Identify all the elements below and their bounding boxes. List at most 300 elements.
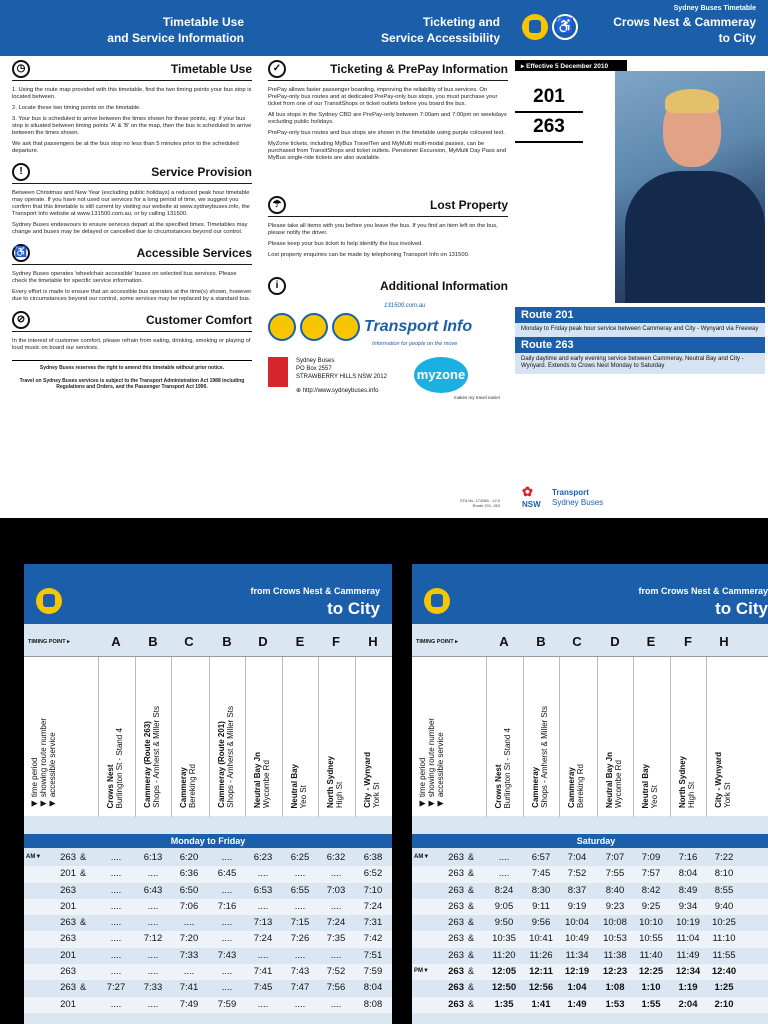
time-cell: 10:49 bbox=[565, 933, 589, 945]
time-cell: 6:45 bbox=[217, 868, 237, 880]
time-period: AM▼ bbox=[26, 854, 42, 860]
stop-header bbox=[363, 752, 381, 808]
stop-name: Neutral Bay bbox=[641, 763, 650, 808]
column-divider bbox=[597, 657, 598, 817]
timing-point-letter: A bbox=[111, 634, 121, 649]
time-cell: 7:55 bbox=[605, 868, 625, 880]
stop-header bbox=[531, 706, 549, 808]
time-cell: 7:07 bbox=[605, 852, 625, 863]
legend-item: ◀ accessible service bbox=[436, 731, 445, 808]
time-cell: 7:10 bbox=[363, 884, 383, 896]
time-cell: 7:43 bbox=[217, 949, 237, 961]
time-cell: .... bbox=[147, 868, 159, 880]
waratah-icon: ✿ bbox=[522, 484, 533, 499]
route-number: 263 bbox=[60, 852, 76, 863]
header-line: Crows Nest & Cammeray bbox=[613, 15, 756, 29]
stop-header bbox=[678, 756, 696, 808]
time-cell: 7:24 bbox=[363, 900, 383, 912]
time-cell: 12:19 bbox=[564, 966, 590, 978]
time-cell: 6:57 bbox=[531, 852, 551, 863]
route-number: 263 bbox=[448, 884, 464, 896]
transport-info-url: 131500.com.au bbox=[384, 303, 426, 309]
paragraph: PrePay-only bus routes and bus stops are shown in the timetable using purple coloured text. bbox=[268, 130, 505, 136]
section-title: Service Provision bbox=[151, 165, 252, 179]
column-divider bbox=[486, 657, 487, 817]
timing-point-letter: F bbox=[684, 634, 692, 649]
table-row bbox=[412, 915, 768, 931]
myzone-tagline: makes my travel easier bbox=[454, 395, 501, 400]
time-cell: .... bbox=[257, 868, 269, 880]
stop-location: York St bbox=[372, 782, 381, 808]
section-title: Customer Comfort bbox=[145, 313, 252, 327]
stop-header bbox=[143, 706, 161, 808]
timetable-header bbox=[412, 564, 768, 624]
route-numbers bbox=[515, 83, 583, 153]
time-cell: 7:57 bbox=[641, 868, 661, 880]
column-headers bbox=[412, 656, 768, 816]
address-line: Sydney Buses bbox=[296, 358, 335, 364]
stop-header bbox=[641, 764, 659, 808]
time-cell: 8:04 bbox=[678, 868, 698, 880]
timetable-rows bbox=[24, 850, 392, 1013]
timetable-weekday bbox=[24, 564, 392, 1024]
timetable-saturday bbox=[412, 564, 768, 1024]
website-link[interactable]: http://www.sydneybuses.info bbox=[302, 388, 379, 394]
accessible-icon: & bbox=[468, 917, 475, 928]
timing-point-letter: B bbox=[148, 634, 158, 649]
time-cell: 7:42 bbox=[363, 933, 383, 945]
stop-name: Neutral Bay Jn bbox=[605, 751, 614, 808]
column-divider bbox=[98, 657, 99, 817]
stop-location: Shops - Amherst & Miller Sts bbox=[540, 706, 549, 808]
stop-location: Burlington St - Stand 4 bbox=[115, 727, 124, 808]
timing-point-letter: D bbox=[258, 634, 268, 649]
time-cell: .... bbox=[257, 900, 269, 912]
time-cell: .... bbox=[221, 982, 233, 994]
ferry-mode-icon bbox=[332, 313, 360, 341]
stop-location: Shops - Amherst & Miller Sts bbox=[226, 706, 235, 808]
time-cell: 7:15 bbox=[290, 917, 310, 929]
time-cell: 7:41 bbox=[253, 966, 273, 978]
time-cell: 9:40 bbox=[714, 900, 734, 912]
time-cell: 2:10 bbox=[714, 998, 734, 1010]
stop-name: Cammeray bbox=[567, 767, 576, 808]
table-row bbox=[24, 931, 392, 947]
time-cell: 7:13 bbox=[253, 917, 273, 929]
accessible-icon: & bbox=[468, 933, 475, 944]
section-service-provision bbox=[12, 163, 252, 236]
time-cell: .... bbox=[147, 917, 159, 929]
time-cell: 12:40 bbox=[711, 966, 737, 978]
stop-header bbox=[326, 756, 344, 808]
from-text: from Crows Nest & Cammeray bbox=[638, 586, 768, 596]
header-line: Service Accessibility bbox=[381, 31, 500, 45]
bus-mode-icon bbox=[268, 313, 296, 341]
time-cell: 6:36 bbox=[179, 868, 199, 880]
section-accessible bbox=[12, 244, 252, 303]
route-number: 201 bbox=[60, 998, 76, 1010]
header-small: Sydney Buses Timetable bbox=[673, 5, 756, 12]
time-cell: 9:50 bbox=[494, 917, 514, 929]
time-cell: 7:47 bbox=[290, 982, 310, 994]
section-timetable-use bbox=[12, 60, 252, 155]
time-cell: .... bbox=[330, 949, 342, 961]
column-left bbox=[12, 60, 252, 391]
table-row bbox=[24, 883, 392, 899]
route-number: 263 bbox=[60, 917, 76, 929]
time-cell: 11:49 bbox=[676, 949, 700, 961]
time-cell: 7:35 bbox=[326, 933, 346, 945]
column-headers bbox=[24, 656, 392, 816]
effective-date: ▸ Effective 5 December 2010 bbox=[515, 60, 627, 71]
time-cell: .... bbox=[330, 998, 342, 1010]
time-cell: 10:35 bbox=[492, 933, 516, 945]
timing-point-letter: E bbox=[646, 634, 656, 649]
column-divider bbox=[171, 657, 172, 817]
legend-item: ◀ accessible service bbox=[48, 731, 57, 808]
time-cell: .... bbox=[221, 933, 233, 945]
time-cell: 10:25 bbox=[712, 917, 736, 929]
table-row bbox=[412, 899, 768, 915]
column-divider bbox=[706, 657, 707, 817]
route-201-desc: Monday to Friday peak hour service between Cammeray and City - Wynyard via Freeway bbox=[515, 323, 765, 337]
time-cell: 11:10 bbox=[712, 933, 736, 945]
stop-header bbox=[106, 728, 124, 809]
nsw-sydney-buses: Sydney Buses bbox=[552, 498, 604, 507]
accessible-icon: & bbox=[468, 900, 475, 911]
paragraph: PrePay allows faster passenger boarding, improving the reliability of bus services. On PrePay-only bus routes and at dedicated PrePay-only bus stops, you must purchase your ticket from one of our TransitShops or ticket outlets before you board the bus. bbox=[268, 87, 498, 107]
route-number: 263 bbox=[60, 982, 76, 994]
time-cell: .... bbox=[147, 949, 159, 961]
accessible-icon: & bbox=[80, 982, 87, 993]
time-cell: .... bbox=[294, 998, 306, 1010]
time-cell: 1:55 bbox=[641, 998, 661, 1010]
ticket-icon: ✓ bbox=[268, 60, 286, 78]
time-cell: 8:55 bbox=[714, 884, 734, 896]
timing-point-label: TIMING POINT ▸ bbox=[416, 639, 458, 645]
timing-point-letter: B bbox=[536, 634, 546, 649]
stop-location: Burlington St - Stand 4 bbox=[503, 727, 512, 808]
nsw-abbr: NSW bbox=[522, 500, 541, 509]
stop-header bbox=[179, 764, 197, 808]
route-number: 263 bbox=[448, 868, 464, 880]
time-cell: 7:59 bbox=[363, 966, 383, 978]
time-cell: 7:09 bbox=[641, 852, 661, 863]
timing-point-letter: H bbox=[719, 634, 729, 649]
header-ticketing bbox=[256, 0, 512, 56]
time-cell: 12:05 bbox=[491, 966, 517, 978]
globe-icon: ⊕ bbox=[296, 388, 302, 394]
stop-name: City - Wynyard bbox=[714, 752, 723, 808]
section-title: Lost Property bbox=[429, 198, 508, 212]
paragraph: Please take all items with you before you leave the bus. If you find an item left on the bus, please notify the driver. bbox=[268, 223, 498, 236]
time-cell: 1:35 bbox=[494, 998, 514, 1010]
time-cell: 12:25 bbox=[638, 966, 664, 978]
stop-header bbox=[290, 764, 308, 808]
time-cell: .... bbox=[330, 900, 342, 912]
column-right bbox=[515, 60, 765, 374]
paragraph: All bus stops in the Sydney CBD are PrePay-only between 7:00am and 7:00pm on weekdays excluding public holidays. bbox=[268, 112, 507, 125]
time-cell: .... bbox=[110, 900, 122, 912]
time-cell: .... bbox=[110, 933, 122, 945]
time-cell: 7:33 bbox=[143, 982, 163, 994]
table-row bbox=[24, 899, 392, 915]
time-cell: 1:53 bbox=[605, 998, 625, 1010]
myzone-logo: myzone bbox=[414, 357, 468, 393]
time-cell: 7:33 bbox=[179, 949, 199, 961]
time-cell: 7:45 bbox=[531, 868, 551, 880]
stop-location: Wycombe Rd bbox=[614, 760, 623, 808]
paragraph: 1. Using the route map provided with this timetable, find the two timing points your bus stop is located between. bbox=[12, 87, 252, 100]
route-201-title: Route 201 bbox=[515, 307, 765, 323]
time-cell: 7:49 bbox=[179, 998, 199, 1010]
section-lost-property bbox=[268, 196, 508, 259]
time-cell: 10:08 bbox=[603, 917, 627, 929]
stop-location: Bereking Rd bbox=[576, 763, 585, 808]
legend bbox=[418, 718, 445, 808]
timing-points bbox=[24, 630, 392, 656]
table-row bbox=[24, 997, 392, 1013]
stop-header bbox=[217, 706, 235, 808]
column-divider bbox=[633, 657, 634, 817]
table-row bbox=[24, 850, 392, 866]
time-cell: 7:24 bbox=[253, 933, 273, 945]
time-cell: 7:41 bbox=[179, 982, 199, 994]
header-line: Ticketing and bbox=[422, 15, 500, 29]
table-row bbox=[412, 964, 768, 980]
timing-point-letter: B bbox=[222, 634, 232, 649]
table-row bbox=[24, 964, 392, 980]
time-cell: 11:34 bbox=[565, 949, 589, 961]
accessible-icon: & bbox=[468, 852, 475, 862]
accessible-icon: & bbox=[468, 868, 475, 879]
time-cell: .... bbox=[110, 917, 122, 929]
time-cell: .... bbox=[147, 966, 159, 978]
time-cell: .... bbox=[498, 852, 510, 863]
column-divider bbox=[523, 657, 524, 817]
time-cell: 7:16 bbox=[678, 852, 698, 863]
time-cell: 9:25 bbox=[641, 900, 661, 912]
time-cell: 1:04 bbox=[567, 982, 587, 994]
time-cell: 7:20 bbox=[179, 933, 199, 945]
table-row bbox=[412, 850, 768, 866]
bus-icon bbox=[522, 14, 548, 40]
column-divider bbox=[209, 657, 210, 817]
time-cell: 6:43 bbox=[143, 884, 163, 896]
day-label: Monday to Friday bbox=[24, 834, 392, 848]
route-number: 263 bbox=[448, 966, 464, 978]
time-cell: 7:31 bbox=[363, 917, 383, 929]
stop-location: Wycombe Rd bbox=[262, 760, 271, 808]
time-cell: 8:49 bbox=[678, 884, 698, 896]
legend-item: ◀ showing route number bbox=[427, 717, 436, 808]
route-number: 263 bbox=[60, 884, 76, 896]
route-number: 263 bbox=[448, 900, 464, 912]
info-icon: i bbox=[268, 277, 286, 295]
route-number: 263 bbox=[60, 933, 76, 945]
time-cell: .... bbox=[330, 868, 342, 880]
paragraph: We ask that passengers be at the bus stop no less than 5 minutes prior to the scheduled departure. bbox=[12, 141, 239, 154]
paragraph: Every effort is made to ensure that an accessible bus operates at the time(s) shown, however due to circumstances beyond our control, some services may be replaced by a standard bus. bbox=[12, 289, 252, 302]
time-cell: 11:04 bbox=[676, 933, 700, 945]
accessible-icon: & bbox=[468, 949, 475, 960]
time-cell: 9:05 bbox=[494, 900, 514, 912]
time-cell: 8:42 bbox=[641, 884, 661, 896]
time-cell: 6:20 bbox=[179, 852, 199, 863]
time-cell: .... bbox=[221, 884, 233, 896]
table-row bbox=[24, 866, 392, 882]
column-divider bbox=[559, 657, 560, 817]
time-cell: .... bbox=[221, 917, 233, 929]
time-cell: 6:53 bbox=[253, 884, 273, 896]
time-cell: 7:45 bbox=[253, 982, 273, 994]
section-title: Ticketing & PrePay Information bbox=[330, 62, 508, 76]
time-cell: 9:11 bbox=[532, 900, 550, 912]
time-cell: .... bbox=[221, 852, 233, 863]
doc-ref bbox=[440, 498, 500, 508]
table-row bbox=[412, 883, 768, 899]
legend-item: ◀ time period bbox=[418, 757, 427, 808]
header-line: Timetable Use bbox=[162, 15, 244, 29]
timetable-rows bbox=[412, 850, 768, 1013]
time-cell: 10:04 bbox=[565, 917, 589, 929]
time-period: PM▼ bbox=[414, 968, 429, 975]
time-cell: 9:23 bbox=[605, 900, 625, 912]
accessible-icon: & bbox=[468, 884, 475, 895]
time-cell: 7:22 bbox=[714, 852, 734, 863]
time-cell: 12:34 bbox=[675, 966, 701, 978]
time-cell: 12:56 bbox=[528, 982, 554, 994]
stop-header bbox=[567, 764, 585, 808]
column-divider bbox=[355, 657, 356, 817]
time-cell: 7:51 bbox=[363, 949, 383, 961]
timing-point-letter: F bbox=[332, 634, 340, 649]
table-row bbox=[412, 948, 768, 964]
accessible-icon: & bbox=[468, 998, 475, 1009]
time-cell: 8:04 bbox=[363, 982, 383, 994]
route-number: 263 bbox=[448, 998, 464, 1010]
stop-name: City - Wynyard bbox=[363, 752, 372, 808]
paragraph: Please keep your bus ticket to help identify the bus involved. bbox=[268, 241, 423, 247]
time-cell: 12:50 bbox=[491, 982, 517, 994]
paragraph: 3. Your bus is scheduled to arrive between the times shown for these points, eg: if your bus stop is situated between timing points 'A' & 'B' on the map, then the bus is scheduled to arrive between the times shown. bbox=[12, 116, 252, 136]
stop-location: High St bbox=[335, 781, 344, 808]
route-number: 201 bbox=[60, 868, 76, 880]
legend bbox=[30, 718, 57, 808]
header-route-title bbox=[512, 0, 768, 56]
stop-name: Neutral Bay bbox=[290, 763, 299, 808]
train-mode-icon bbox=[300, 313, 328, 341]
transport-info-tagline: Information for people on the move bbox=[372, 341, 458, 347]
doc-ref-line: STA No. 174080 - v2.0 bbox=[459, 498, 500, 503]
stop-header bbox=[494, 728, 512, 809]
time-cell: .... bbox=[221, 966, 233, 978]
time-cell: 9:19 bbox=[567, 900, 587, 912]
table-row bbox=[412, 980, 768, 996]
section-comfort bbox=[12, 311, 252, 352]
time-cell: 11:26 bbox=[529, 949, 553, 961]
nsw-transport: Transport bbox=[552, 488, 589, 497]
time-cell: 1:10 bbox=[641, 982, 661, 994]
column-divider bbox=[318, 657, 319, 817]
day-label: Saturday bbox=[412, 834, 768, 848]
table-row bbox=[24, 980, 392, 996]
table-row bbox=[412, 997, 768, 1013]
route-number: 263 bbox=[448, 982, 464, 994]
time-cell: 7:43 bbox=[290, 966, 310, 978]
time-cell: 12:11 bbox=[529, 966, 553, 978]
time-cell: 7:27 bbox=[106, 982, 126, 994]
route-number: 263 bbox=[515, 113, 583, 143]
time-cell: 1:08 bbox=[605, 982, 625, 994]
time-cell: .... bbox=[294, 900, 306, 912]
address-line: PO Box 2557 bbox=[296, 366, 332, 372]
time-cell: .... bbox=[110, 998, 122, 1010]
stop-name: Neutral Bay Jn bbox=[253, 751, 262, 808]
column-divider bbox=[670, 657, 671, 817]
time-cell: .... bbox=[110, 884, 122, 896]
time-cell: 7:12 bbox=[143, 933, 163, 945]
iso-certification-icon bbox=[268, 357, 288, 387]
address-line: STRAWBERRY HILLS NSW 2012 bbox=[296, 374, 387, 380]
bus-icon bbox=[36, 588, 62, 614]
stop-location: Yeo St bbox=[299, 784, 308, 808]
timing-points bbox=[412, 630, 768, 656]
time-cell: 8:37 bbox=[567, 884, 587, 896]
time-cell: 10:19 bbox=[676, 917, 700, 929]
column-divider bbox=[245, 657, 246, 817]
time-cell: 1:49 bbox=[567, 998, 587, 1010]
time-cell: 8:10 bbox=[714, 868, 734, 880]
section-title: Accessible Services bbox=[136, 246, 252, 260]
column-divider bbox=[135, 657, 136, 817]
accessible-icon: & bbox=[80, 917, 87, 928]
stop-header bbox=[253, 752, 271, 808]
transport-info-name: Transport Info bbox=[364, 318, 473, 335]
route-number: 201 bbox=[60, 949, 76, 961]
time-cell: .... bbox=[498, 868, 510, 880]
route-number: 263 bbox=[60, 966, 76, 978]
time-cell: 6:52 bbox=[363, 868, 383, 880]
bus-icon bbox=[424, 588, 450, 614]
paragraph: Sydney Buses operates 'wheelchair accessible' buses on selected bus services. Please check the timetable for specific service information. bbox=[12, 271, 237, 284]
fine-print: Sydney Buses reserves the right to amend this timetable without prior notice. bbox=[12, 360, 252, 372]
timing-point-label: TIMING POINT ▸ bbox=[28, 639, 70, 645]
umbrella-icon: ☂ bbox=[268, 196, 286, 214]
to-text: to City bbox=[327, 599, 380, 618]
time-cell: .... bbox=[183, 966, 195, 978]
time-cell: 6:50 bbox=[179, 884, 199, 896]
route-number: 263 bbox=[448, 852, 464, 863]
time-cell: 8:30 bbox=[531, 884, 551, 896]
effective-text: Effective 5 December 2010 bbox=[526, 63, 609, 70]
header-timetable-use bbox=[0, 0, 256, 56]
time-period: AM▼ bbox=[414, 854, 430, 860]
time-cell: 10:53 bbox=[603, 933, 627, 945]
time-cell: 10:41 bbox=[529, 933, 553, 945]
table-row bbox=[24, 915, 392, 931]
wheelchair-icon: ♿ bbox=[12, 244, 30, 262]
time-cell: 7:59 bbox=[217, 998, 237, 1010]
timing-point-letter: H bbox=[368, 634, 378, 649]
stop-name: Cammeray (Route 263) bbox=[143, 721, 152, 808]
time-cell: 7:03 bbox=[326, 884, 346, 896]
time-cell: 2:04 bbox=[678, 998, 698, 1010]
header-line: to City bbox=[718, 31, 756, 45]
table-row bbox=[412, 866, 768, 882]
table-row bbox=[412, 931, 768, 947]
time-cell: 8:08 bbox=[363, 998, 383, 1010]
